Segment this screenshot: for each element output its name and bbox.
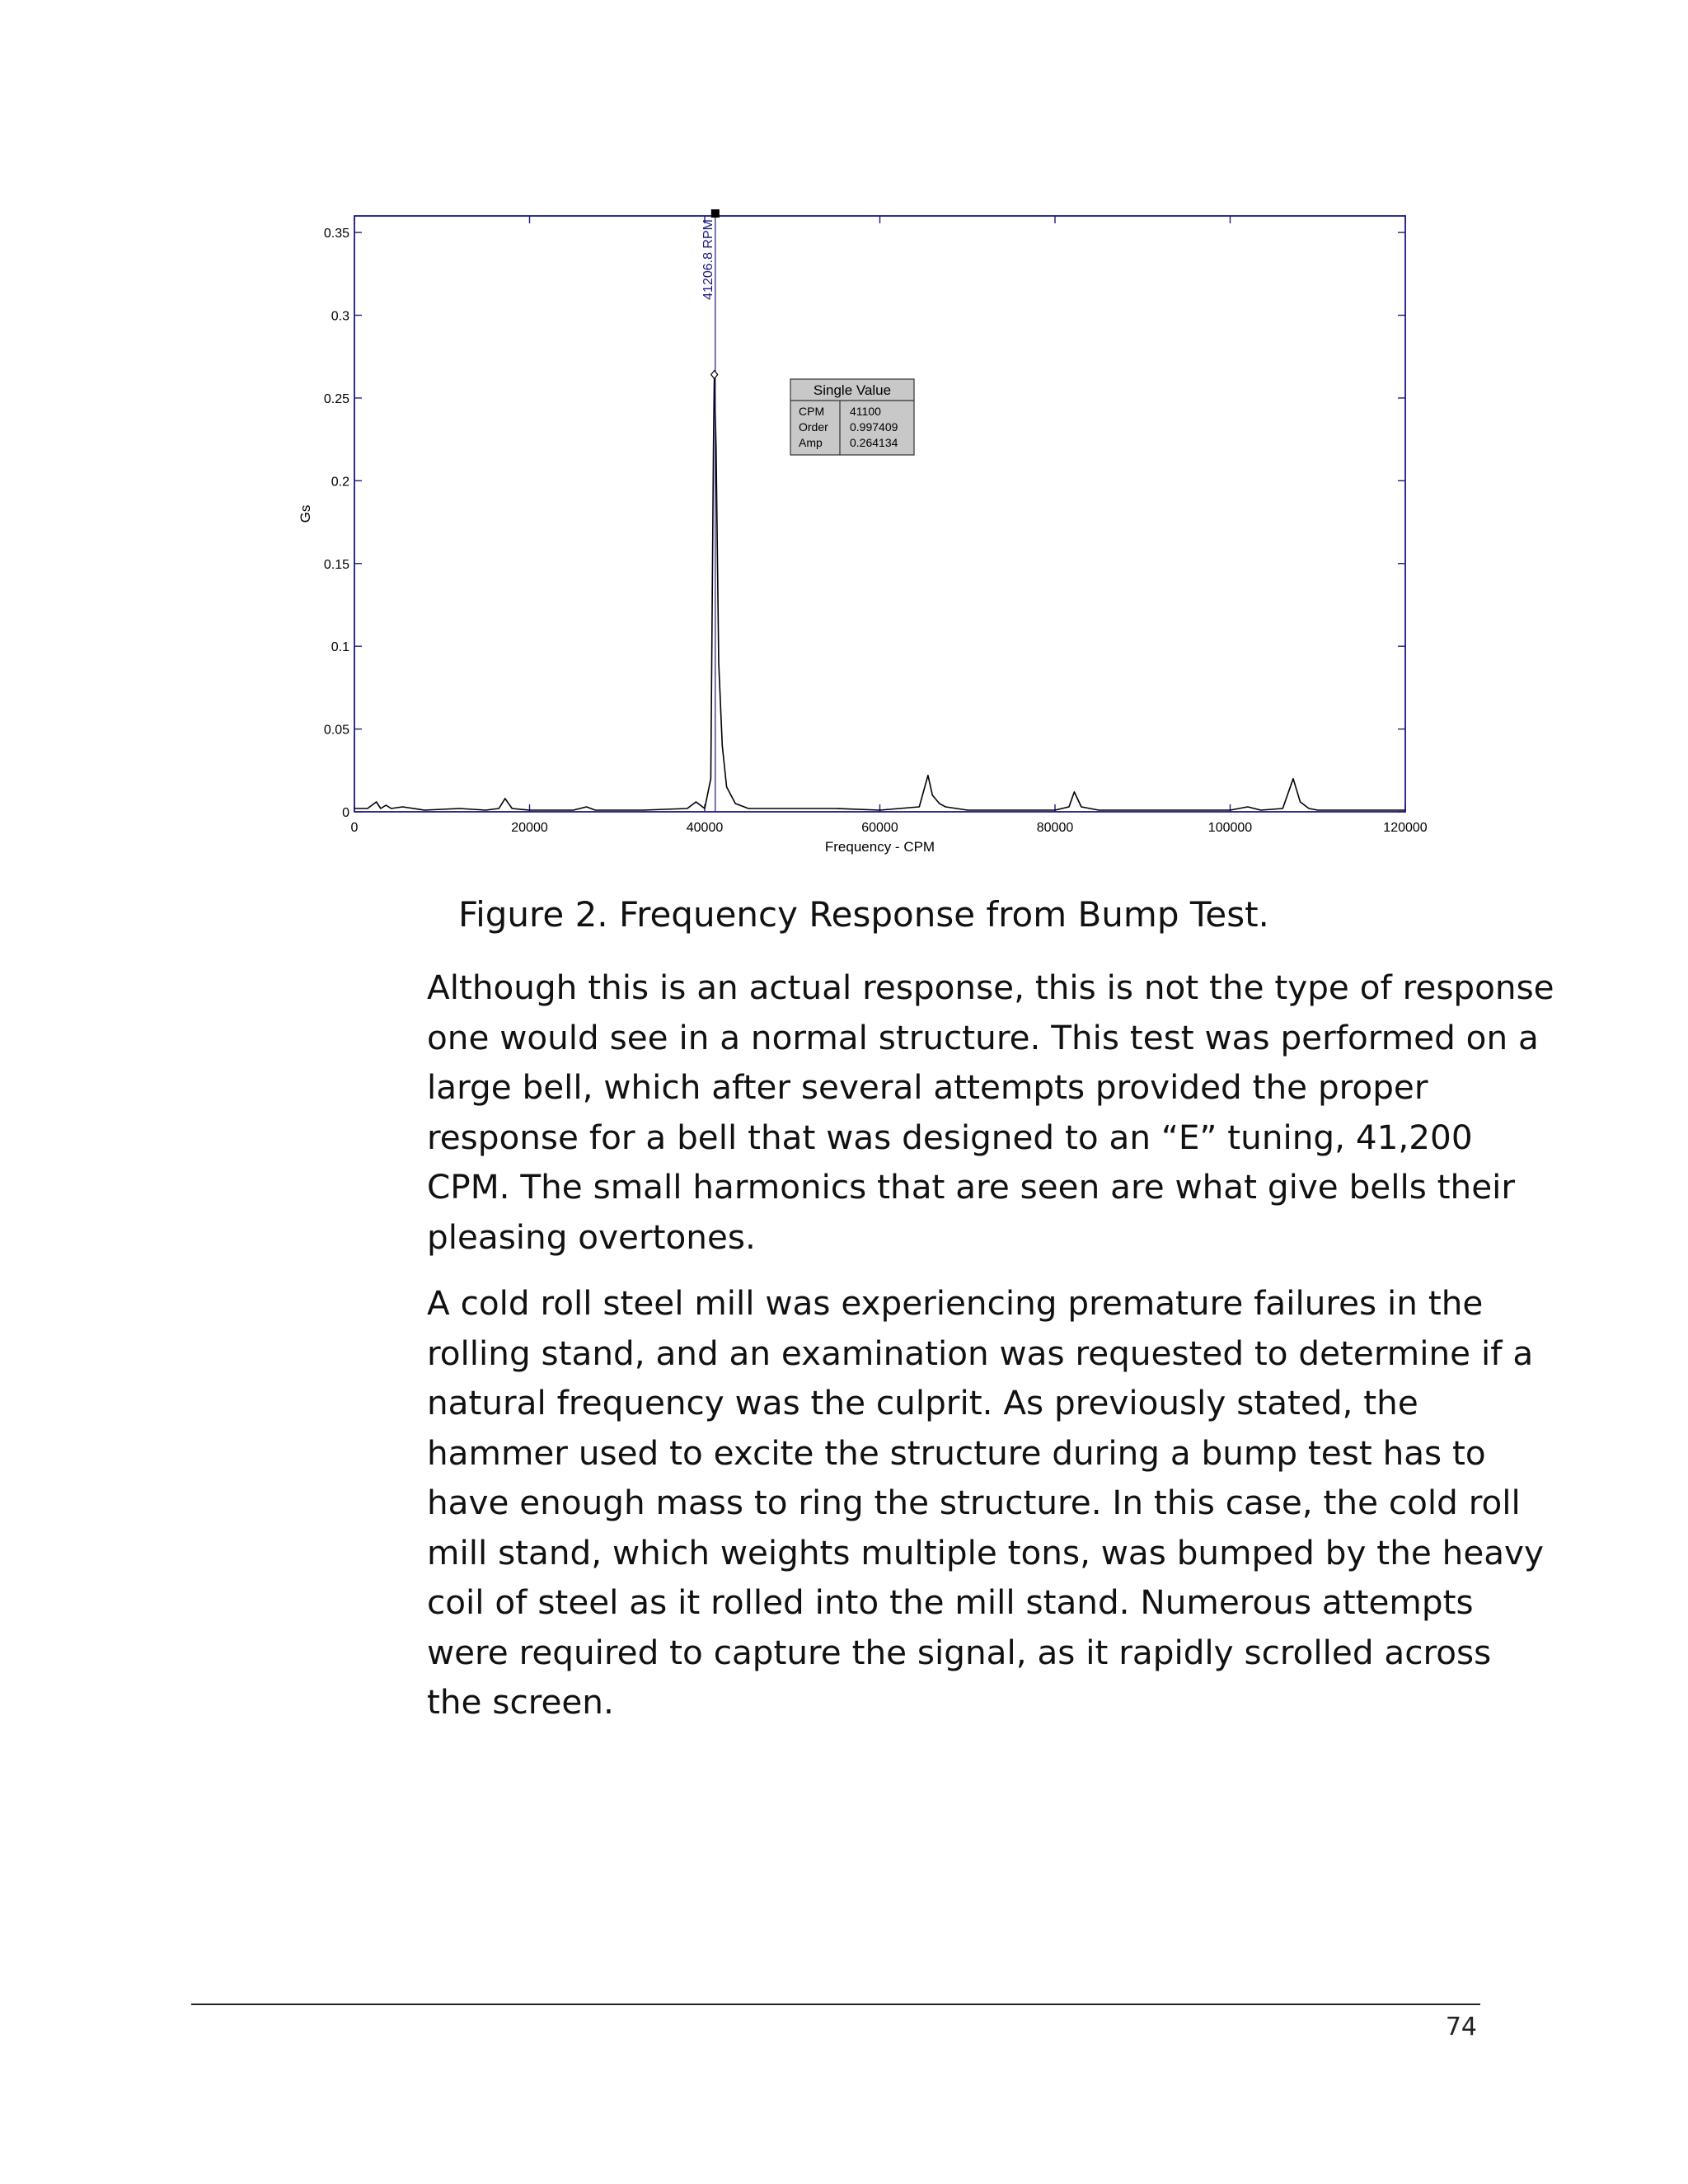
- paragraph-line: the screen.: [427, 1682, 614, 1722]
- plot-frame: [354, 216, 1405, 812]
- paragraph-line: hammer used to excite the structure during a bump test has to: [427, 1432, 1486, 1473]
- paragraph-line: CPM. The small harmonics that are seen are what give bells their: [427, 1167, 1516, 1207]
- y-tick-label: 0.15: [323, 557, 349, 572]
- y-tick-label: 0.2: [331, 475, 349, 490]
- page-number: 74: [1445, 2013, 1477, 2041]
- paragraph-line: have enough mass to ring the structure. In this case, the cold roll: [427, 1483, 1521, 1522]
- x-tick-label: 80000: [1036, 821, 1074, 835]
- paragraph-line: natural frequency was the culprit. As previously stated, the: [427, 1383, 1418, 1422]
- paragraph-line: mill stand, which weights multiple tons, was bumped by the heavy: [427, 1532, 1544, 1572]
- paragraph-line: rolling stand, and an examination was requested to determine if a: [427, 1333, 1534, 1373]
- cursor-handle: [711, 209, 720, 218]
- body-paragraph-1: [427, 963, 1554, 1262]
- tooltip-row-value: 0.264134: [850, 436, 898, 449]
- paragraph-line: response for a bell that was designed to an “E” tuning, 41,200: [427, 1117, 1473, 1157]
- tooltip-row-value: 0.997409: [850, 420, 898, 434]
- tooltip-row-label: Order: [799, 420, 828, 434]
- y-tick-label: 0: [342, 806, 349, 820]
- x-tick-label: 0: [350, 821, 359, 835]
- body-paragraph-2: [427, 1278, 1544, 1727]
- paragraph-line: pleasing overtones.: [427, 1216, 756, 1257]
- paragraph-line: coil of steel as it rolled into the mill stand. Numerous attempts: [427, 1582, 1474, 1622]
- frequency-response-chart: [288, 198, 1442, 857]
- tooltip-title: Single Value: [813, 382, 892, 398]
- x-axis-label: Frequency - CPM: [824, 839, 935, 855]
- y-tick-label: 0.05: [323, 723, 349, 738]
- paragraph-line: one would see in a normal structure. This test was performed on a: [427, 1017, 1539, 1057]
- x-tick-label: 100000: [1207, 821, 1253, 835]
- paragraph-line: were required to capture the signal, as it rapidly scrolled across: [427, 1632, 1492, 1672]
- cursor-label: 41206.8 RPM: [701, 219, 715, 300]
- paragraph-line: A cold roll steel mill was experiencing premature failures in the: [427, 1283, 1484, 1323]
- tooltip-row-label: CPM: [799, 405, 825, 418]
- chart-svg: [288, 198, 1442, 857]
- paragraph-line: Although this is an actual response, this is not the type of response: [427, 968, 1554, 1007]
- tooltip-row-label: Amp: [799, 436, 823, 449]
- tooltip-row-value: 41100: [850, 405, 881, 418]
- paragraph-line: large bell, which after several attempts provided the proper: [427, 1067, 1428, 1107]
- y-axis-label: Gs: [298, 504, 313, 523]
- x-tick-label: 20000: [511, 821, 548, 835]
- x-tick-label: 40000: [686, 821, 724, 835]
- y-tick-label: 0.1: [331, 640, 349, 655]
- figure-caption: Figure 2. Frequency Response from Bump Test.: [458, 894, 1269, 935]
- y-tick-label: 0.3: [331, 309, 349, 324]
- x-tick-label: 120000: [1383, 821, 1428, 835]
- footer-divider: [191, 2004, 1480, 2005]
- y-tick-label: 0.35: [323, 227, 349, 241]
- x-tick-label: 60000: [861, 821, 898, 835]
- y-tick-label: 0.25: [323, 391, 349, 406]
